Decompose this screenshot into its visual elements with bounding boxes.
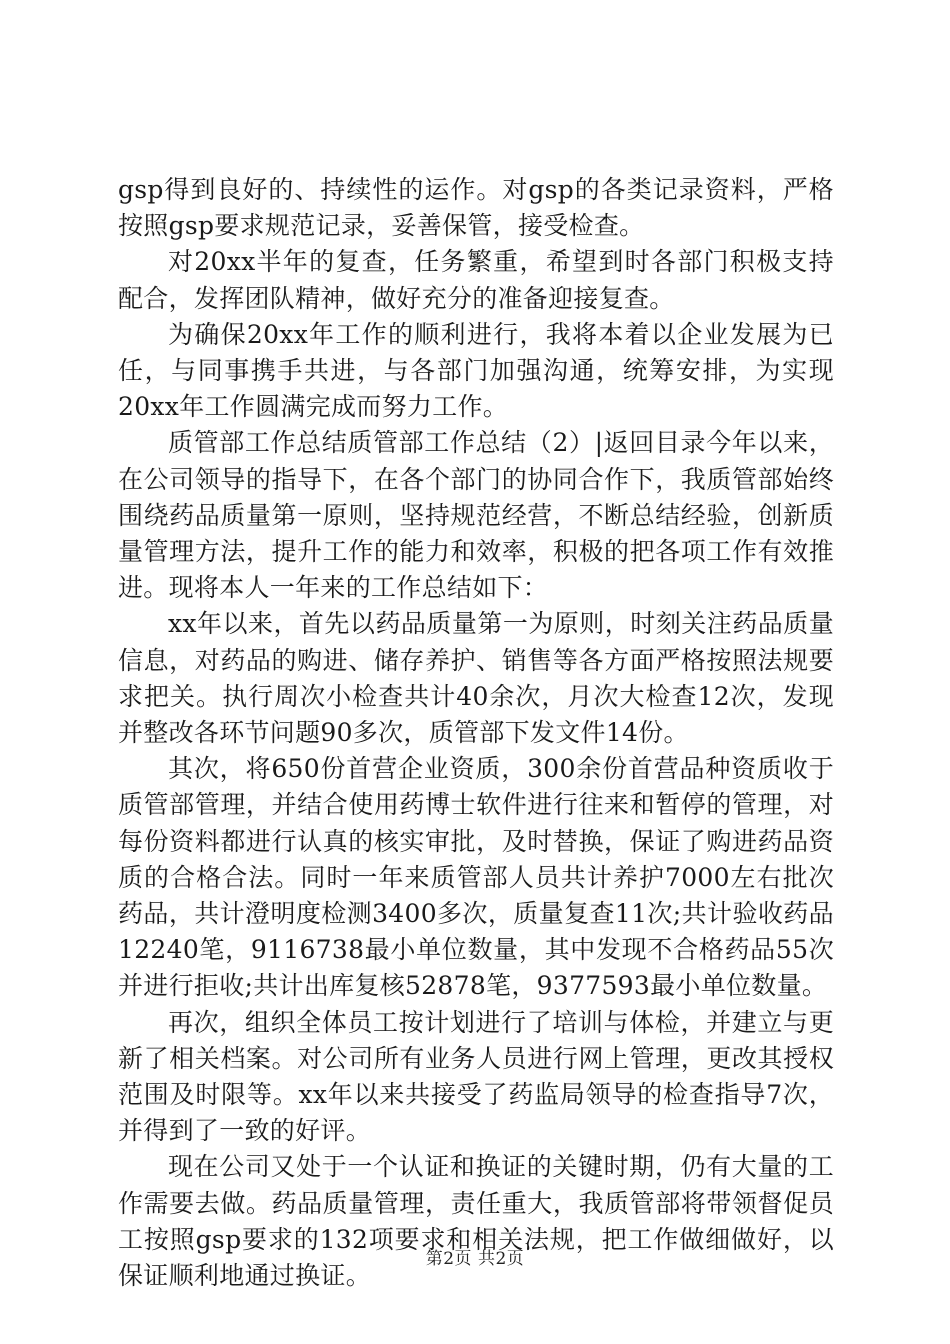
paragraph: 为确保20xx年工作的顺利进行，我将本着以企业发展为已任，与同事携手共进，与各部门加强沟通，统筹安排，为实现20xx年工作圆满完成而努力工作。 — [118, 319, 834, 422]
paragraph: gsp得到良好的、持续性的运作。对gsp的各类记录资料，严格按照gsp要求规范记录，妥善保管，接受检查。 — [118, 175, 834, 241]
document-body — [118, 172, 834, 1294]
paragraph: 现在公司又处于一个认证和换证的关键时期，仍有大量的工作需要去做。药品质量管理，责任重大，我质管部将带领督促员工按照gsp要求的132项要求和相关法规，把工作做细做好，以保证顺利地通过换证。 — [118, 1152, 834, 1291]
page-footer: 第2页 共2页 — [425, 1249, 525, 1269]
paragraph: 其次，将650份首营企业资质，300余份首营品种资质收于质管部管理，并结合使用药博士软件进行往来和暂停的管理，对每份资料都进行认真的核实审批，及时替换，保证了购进药品资质的合格合法。同时一年来质管部人员共计养护7000左右批次药品，共计澄明度检测3400多次，质量复查11次;共计验收药品12240笔，9116738最小单位数量，其中发现不合格药品55次并进行拒收;共计出库复核52878笔，9377593最小单位数量。 — [118, 754, 834, 1001]
paragraph: 再次，组织全体员工按计划进行了培训与体检，并建立与更新了相关档案。对公司所有业务人员进行网上管理，更改其授权范围及时限等。xx年以来共接受了药监局领导的检查指导7次，并得到了一致的好评。 — [118, 1007, 834, 1146]
paragraph: xx年以来，首先以药品质量第一为原则，时刻关注药品质量信息，对药品的购进、储存养护、销售等各方面严格按照法规要求把关。执行周次小检查共计40余次，月次大检查12次，发现并整改各环节问题90多次，质管部下发文件14份。 — [118, 609, 834, 748]
paragraph: 对20xx半年的复查，任务繁重，希望到时各部门积极支持配合，发挥团队精神，做好充分的准备迎接复查。 — [118, 247, 834, 313]
paragraph: 质管部工作总结质管部工作总结（2）|返回目录今年以来，在公司领导的指导下，在各个部门的协同合作下，我质管部始终围绕药品质量第一原则，坚持规范经营，不断总结经验，创新质量管理方法，提升工作的能力和效率，积极的把各项工作有效推进。现将本人一年来的工作总结如下： — [118, 428, 834, 603]
